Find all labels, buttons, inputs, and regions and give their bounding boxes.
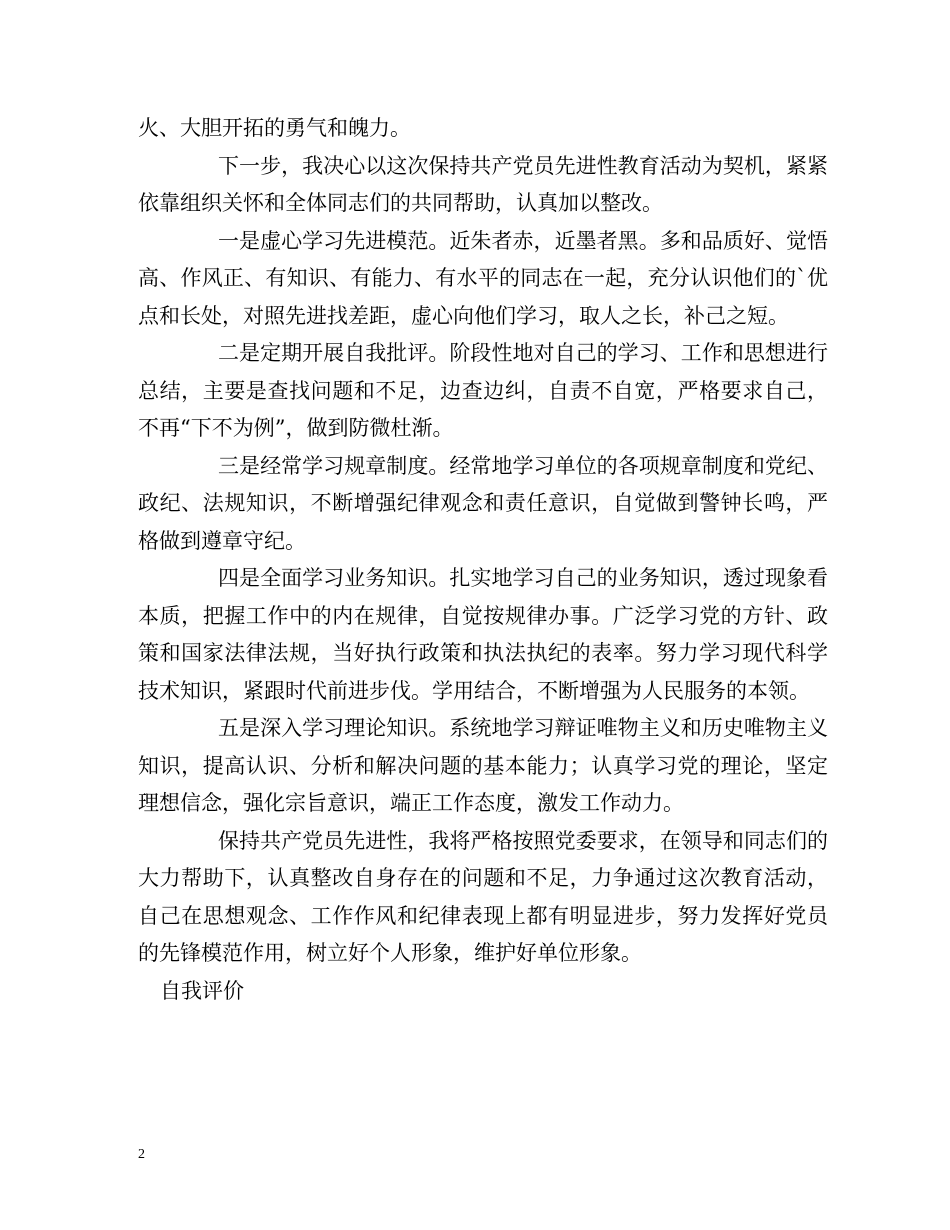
paragraph-next-step: 下一步，我决心以这次保持共产党员先进性教育活动为契机，紧紧依靠组织关怀和全体同志们的共同帮助，认真加以整改。 — [138, 153, 828, 215]
paragraph-item-two: 二是定期开展自我批评。阶段性地对自己的学习、工作和思想进行总结，主要是查找问题和不足，边查边纠，自责不自宽，严格要求自己，不再“下不为例”，做到防微杜渐。 — [138, 341, 828, 440]
document-body — [138, 110, 828, 1010]
paragraph-item-four: 四是全面学习业务知识。扎实地学习自己的业务知识，透过现象看本质，把握工作中的内在规律，自觉按规律办事。广泛学习党的方针、政策和国家法律法规，当好执行政策和执法执纪的表率。努力学习现代科学技术知识，紧跟时代前进步伐。学用结合，不断增强为人民服务的本领。 — [138, 566, 828, 703]
paragraph-item-five: 五是深入学习理论知识。系统地学习辩证唯物主义和历史唯物主义知识，提高认识、分析和解决问题的基本能力；认真学习党的理论，坚定理想信念，强化宗旨意识，端正工作态度，激发工作动力。 — [138, 716, 828, 815]
page-number: 2 — [138, 1147, 145, 1162]
paragraph-item-one: 一是虚心学习先进模范。近朱者赤，近墨者黑。多和品质好、觉悟高、作风正、有知识、有能力、有水平的同志在一起，充分认识他们的`优点和长处，对照先进找差距，虚心向他们学习，取人之长，补己之短。 — [138, 228, 828, 328]
paragraph-item-three: 三是经常学习规章制度。经常地学习单位的各项规章制度和党纪、政纪、法规知识，不断增强纪律观念和责任意识，自觉做到警钟长鸣，严格做到遵章守纪。 — [138, 453, 828, 553]
paragraph-conclusion: 保持共产党员先进性，我将严格按照党委要求，在领导和同志们的大力帮助下，认真整改自身存在的问题和不足，力争通过这次教育活动，自己在思想观念、工作作风和纪律表现上都有明显进步，努力发挥好党员的先锋模范作用，树立好个人形象，维护好单位形象。 — [138, 828, 828, 965]
paragraph-continuation: 火、大胆开拓的勇气和魄力。 — [138, 116, 411, 140]
closing-heading: 自我评价 — [160, 978, 244, 1003]
